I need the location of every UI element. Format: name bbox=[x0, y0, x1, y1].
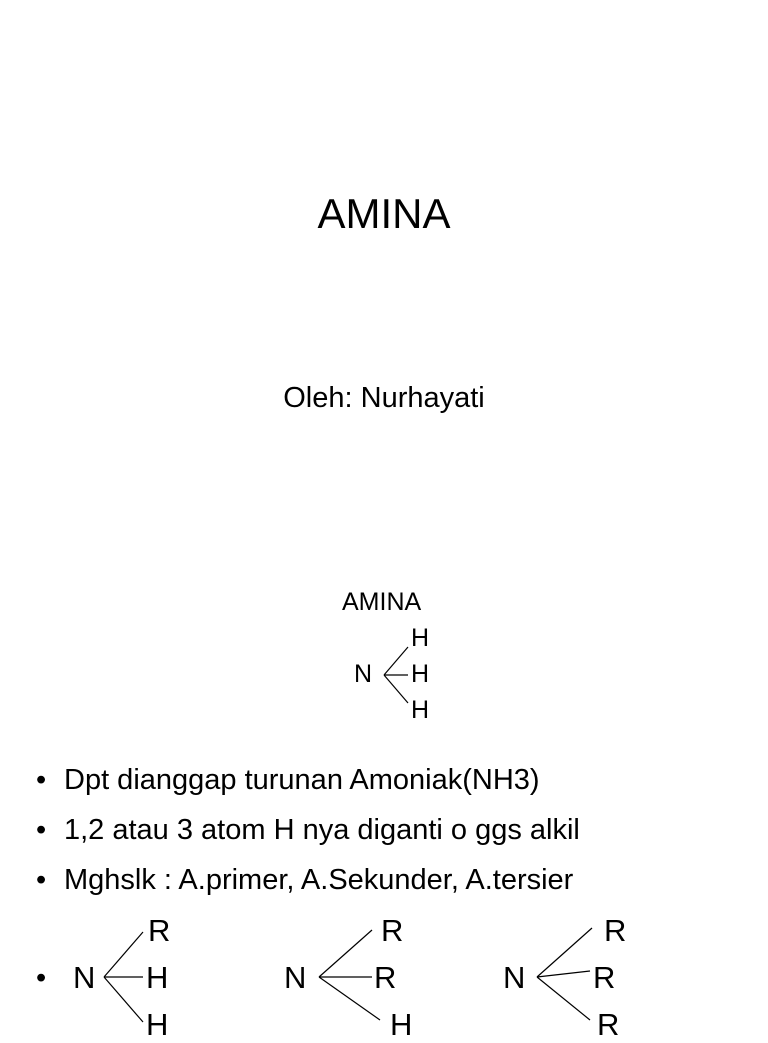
secondary-amine-top-group: R bbox=[381, 913, 404, 948]
ammonia-hydrogen-bottom: H bbox=[411, 696, 430, 724]
primary-amine-top-group: R bbox=[148, 913, 171, 948]
tertiary-bond-top bbox=[537, 928, 592, 977]
tertiary-bond-mid bbox=[537, 971, 590, 977]
bullet-item-1 bbox=[36, 764, 540, 797]
ammonia-bond-top bbox=[384, 647, 408, 675]
bullet-item-2 bbox=[36, 814, 580, 847]
ammonia-bond-bottom bbox=[384, 675, 408, 703]
secondary-bond-bottom bbox=[319, 977, 380, 1020]
secondary-bond-top bbox=[319, 930, 372, 977]
primary-bond-top bbox=[104, 932, 143, 977]
ammonia-nitrogen: N bbox=[354, 660, 373, 688]
diagram-heading: AMINA bbox=[342, 588, 422, 616]
author-line: Oleh: Nurhayati bbox=[283, 382, 485, 414]
tertiary-bond-bottom bbox=[537, 977, 590, 1020]
tertiary-amine-nitrogen: N bbox=[503, 960, 526, 995]
bullet-marker: • bbox=[36, 814, 47, 846]
primary-amine-bottom-group: H bbox=[146, 1007, 169, 1042]
bullet-text: Mghslk : A.primer, A.Sekunder, A.tersier bbox=[64, 864, 574, 896]
secondary-amine-nitrogen: N bbox=[284, 960, 307, 995]
bullet-marker: • bbox=[36, 962, 47, 994]
tertiary-amine-top-group: R bbox=[604, 913, 627, 948]
tertiary-amine-mid-group: R bbox=[593, 960, 616, 995]
tertiary-amine-bottom-group: R bbox=[597, 1007, 620, 1042]
bullet-marker: • bbox=[36, 764, 47, 796]
primary-bond-bottom bbox=[104, 977, 143, 1022]
bullet-text: 1,2 atau 3 atom H nya diganti o ggs alkil bbox=[64, 814, 580, 846]
bullet-marker: • bbox=[36, 864, 47, 896]
primary-amine-nitrogen: N bbox=[73, 960, 96, 995]
secondary-amine-bottom-group: H bbox=[390, 1007, 413, 1042]
secondary-amine-mid-group: R bbox=[374, 960, 397, 995]
bullet-item-4 bbox=[36, 962, 64, 995]
ammonia-hydrogen-mid: H bbox=[411, 660, 430, 688]
bullet-item-3 bbox=[36, 864, 573, 897]
primary-amine-mid-group: H bbox=[146, 960, 169, 995]
bullet-text: Dpt dianggap turunan Amoniak(NH3) bbox=[64, 764, 540, 796]
slide-title: AMINA bbox=[317, 190, 451, 237]
ammonia-hydrogen-top: H bbox=[411, 624, 430, 652]
